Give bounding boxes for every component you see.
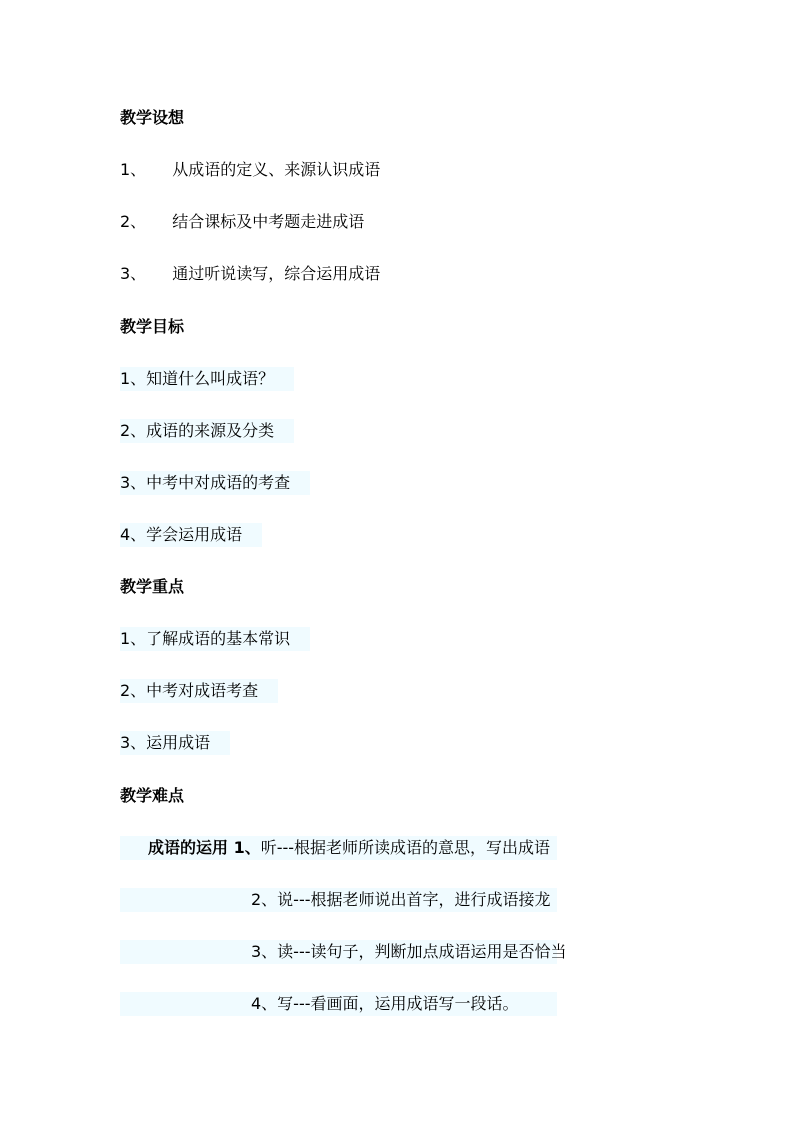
difficulty-item-4 [120,992,557,1016]
heading-teaching-goals: 教学目标 [120,317,185,336]
goal-item-1: 1、知道什么叫成语？ [120,367,294,391]
keypoint-item-2: 2、中考对成语考查 [120,679,278,703]
goal-item-3: 3、中考中对成语的考查 [120,471,310,495]
difficulty-item-3-text: 3、读---读句子，判断加点成语运用是否恰当 [251,942,567,961]
design-item-1-number: 1、 [120,160,147,179]
goal-item-2: 2、成语的来源及分类 [120,419,294,443]
difficulty-item-4-text: 4、写---看画面，运用成语写一段话。 [251,994,519,1013]
design-item-3-number: 3、 [120,264,147,283]
heading-teaching-design: 教学设想 [120,108,185,127]
design-item-1 [120,158,380,182]
heading-teaching-difficulties: 教学难点 [120,786,185,805]
design-item-1-text: 从成语的定义、来源认识成语 [172,160,381,179]
design-item-2-text: 结合课标及中考题走进成语 [172,212,365,231]
difficulty-item-3 [120,940,567,964]
goal-item-4: 4、学会运用成语 [120,523,262,547]
difficulty-item-1-text: 听---根据老师所读成语的意思，写出成语 [260,838,551,857]
keypoint-item-3: 3、运用成语 [120,731,230,755]
difficulty-item-1 [120,836,557,860]
design-item-2 [120,210,364,234]
heading-teaching-keypoints: 教学重点 [120,577,185,596]
difficulty-lead: 成语的运用 1、 [148,838,261,857]
difficulty-item-2 [120,888,557,912]
design-item-3 [120,262,380,286]
design-item-2-number: 2、 [120,212,147,231]
keypoint-item-1: 1、了解成语的基本常识 [120,627,310,651]
difficulty-item-2-text: 2、说---根据老师说出首字，进行成语接龙 [251,890,551,909]
design-item-3-text: 通过听说读写，综合运用成语 [172,264,381,283]
